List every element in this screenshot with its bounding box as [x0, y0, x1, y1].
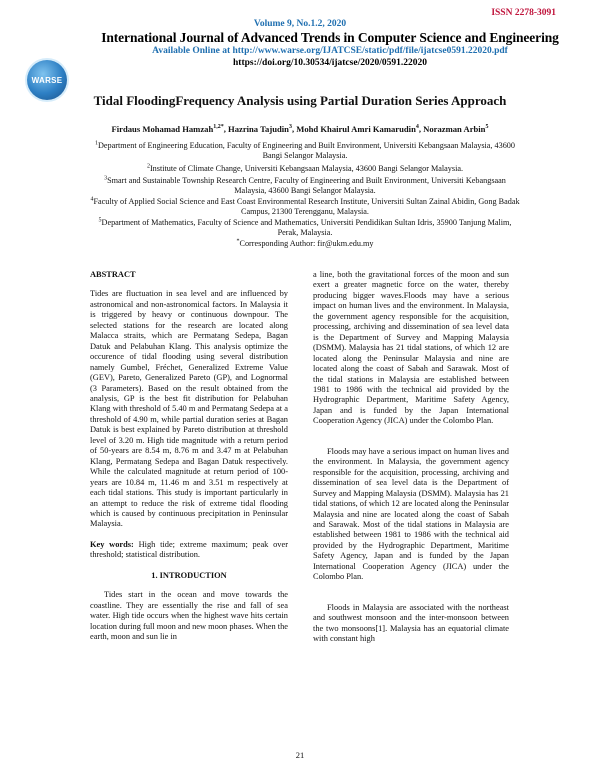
author-name: Firdaus Mohamad Hamzah [111, 124, 214, 134]
affiliation-text: Corresponding Author: fir@ukm.edu.my [239, 239, 374, 248]
author-sup: 1,2* [213, 124, 224, 131]
paper-title: Tidal FloodingFrequency Analysis using Partial Duration Series Approach [93, 93, 507, 108]
left-column [90, 270, 288, 643]
affiliation-sup: 1 [94, 140, 98, 147]
page-number: 21 [295, 750, 305, 760]
author-list [20, 124, 580, 134]
affiliation-sup: 5 [98, 217, 102, 224]
available-online-link[interactable]: Available Online at http://www.warse.org/IJATCSE/static/pdf/file/ijatcse0591.22020.pdf [152, 46, 508, 56]
affiliation-sup: * [236, 238, 240, 245]
keywords [90, 540, 288, 561]
affiliation-text: Department of Engineering Education, Faculty of Engineering and Built Environment, Universiti Kebangsaan Malaysia, 43600 Bangi Selangor Malaysia. [97, 141, 515, 160]
author-separator: , [223, 124, 229, 134]
intro-paragraph-3: Floods in Malaysia are associated with the northeast and southwest monsoon and the inter-monsoon between the two monsoons[1]. Malaysia has an equatorial climate with constant high [313, 602, 509, 644]
affiliation-text: Faculty of Applied Social Science and East Coast Environmental Research Institute, Universiti Sultan Zainal Abidin, Gong Badak Campus, 21300 Terengganu, Malaysia. [93, 197, 520, 216]
author-sup: 4 [415, 124, 419, 131]
abstract-heading: ABSTRACT [90, 270, 136, 279]
right-column [313, 270, 509, 645]
author-separator: , [291, 124, 297, 134]
affiliation-sup: 4 [90, 196, 94, 203]
doi-link[interactable]: https://doi.org/10.30534/ijatcse/2020/0591.22020 [233, 58, 427, 68]
keywords-label: Key words: [90, 539, 134, 549]
affiliation-sup: 2 [146, 163, 150, 170]
intro-paragraph-1: Tides start in the ocean and move towards the coastline. They are essentially the rise and fall of sea water. High tide occurs when the highest wave hits certain location during full moon and new moon phases. When the earth, moon and sun lie in [90, 590, 289, 642]
author-sup: 3 [288, 124, 292, 131]
author-name: Norazman Arbin [423, 124, 486, 134]
keywords-text: High tide; extreme maximum; peak over threshold; statistical distribution. [90, 539, 288, 560]
affiliation-text: Institute of Climate Change, Universiti Kebangsaan Malaysia, 43600 Bangi Selangor Malaysia. [149, 164, 464, 173]
author-separator: , [418, 124, 424, 134]
affiliation-text: Smart and Sustainable Township Research Centre, Faculty of Engineering and Built Environment, Universiti Kebangsaan Malaysia, 43600 Bangi Selangor Malaysia. [107, 176, 506, 195]
author-name: Mohd Khairul Amri Kamarudin [296, 124, 416, 134]
intro-paragraph-2: Floods may have a serious impact on human lives and the environment. In Malaysia, the government agency responsible for the acquisition, processing, archiving and dissemination of sea level data is the Department of Survey and Mapping Malaysia (DSMM). Malaysia has 21 tidal stations, of which 12 are located along the Peninsular Malaysia and nine are located along the coast of Sabah and Sarawak. Most of the tidal stations in Malaysia are established between 1981 to 1986 with the technical aid provided by the Hydrographic Department, Maritime Safety Agency, Japan and is funded by the Japan International Cooperation Agency (JICA) under the Colombo Plan. [313, 446, 509, 582]
author-name: Hazrina Tajudin [228, 124, 289, 134]
author-sup: 5 [485, 124, 489, 131]
issn-label: ISSN 2278-3091 [491, 8, 556, 18]
affiliation-4 [90, 197, 520, 217]
volume-label: Volume 9, No.1.2, 2020 [253, 19, 347, 29]
corresponding-author [90, 239, 520, 249]
intro-paragraph-1-continued: a line, both the gravitational forces of the moon and sun exert a greater magnetic force on the water, thereby producing bigger waves.Floods may have a serious impact on human lives and the environment. In Malaysia, the government agency responsible for the acquisition, processing, archiving and dissemination of sea level data is the Department of Survey and Mapping Malaysia (DSMM). Malaysia has 21 tidal stations, of which 12 are located along the Peninsular Malaysia and nine are located along the coast of Sabah and Sarawak. Most of the tidal stations in Malaysia are established between 1981 to 1986 with the technical aid provided by the Hydrographic Department, Maritime Safety Agency, Japan and is funded by the Japan International Cooperation Agency (JICA) under the Colombo Plan. [313, 270, 509, 426]
journal-title: International Journal of Advanced Trends in Computer Science and Engineering [101, 30, 559, 45]
introduction-heading: 1. INTRODUCTION [151, 570, 227, 580]
affiliation-5 [90, 218, 520, 238]
abstract-body: Tides are fluctuation in sea level and are influenced by astronomical and non-astronomical factors. In Malaysia it is triggered by heavy or continuous downpour. The selected stations for the research are located along Malacca straits, which are Permatang Sedepa, Bagan Datuk and Pelabuhan Klang. This analysis optimize the occurence of tidal flooding using several distribution namely Gumbel, Fréchet, Generalized Extreme Value (GEV), Pareto, Generalized Pareto (GP), and Lognormal (3 Parameters). Based on the result obtained from the analysis, GP is the best fit distribution for Pelabuhan Klang with threshold of 5.40 m and Permatang Sedepa at a threshold of 4.90 m, while partial duration series at Bagan Datuk is best explained by Pareto distribution at threshold level of 3.20 m. High tide magnitude with a return period of 50-years are 8.54 m, 8.76 m and 3.47 m at Pelabuhan Klang, Permatang Sedepa and Bagan Datuk respectively. While the calculated magnitude at return period of 100-years are 10.84 m, 11.46 m and 3.51 m respectively at each tidal stations. This study is important particularly in an attempt to reduce the risk of extreme tidal flooding which is caused by continuous precipitation in Peninsular Malaysia. [90, 289, 288, 529]
affiliation-text: Department of Mathematics, Faculty of Science and Mathematics, Universiti Pendidikan Sultan Idris, 35900 Tanjung Malim, Perak, Malaysia. [101, 218, 512, 237]
affiliation-sup: 3 [104, 175, 108, 182]
affiliation-1 [90, 141, 520, 161]
affiliation-3 [90, 176, 520, 196]
warse-logo-text: WARSE [31, 75, 63, 85]
affiliation-2 [90, 164, 520, 174]
